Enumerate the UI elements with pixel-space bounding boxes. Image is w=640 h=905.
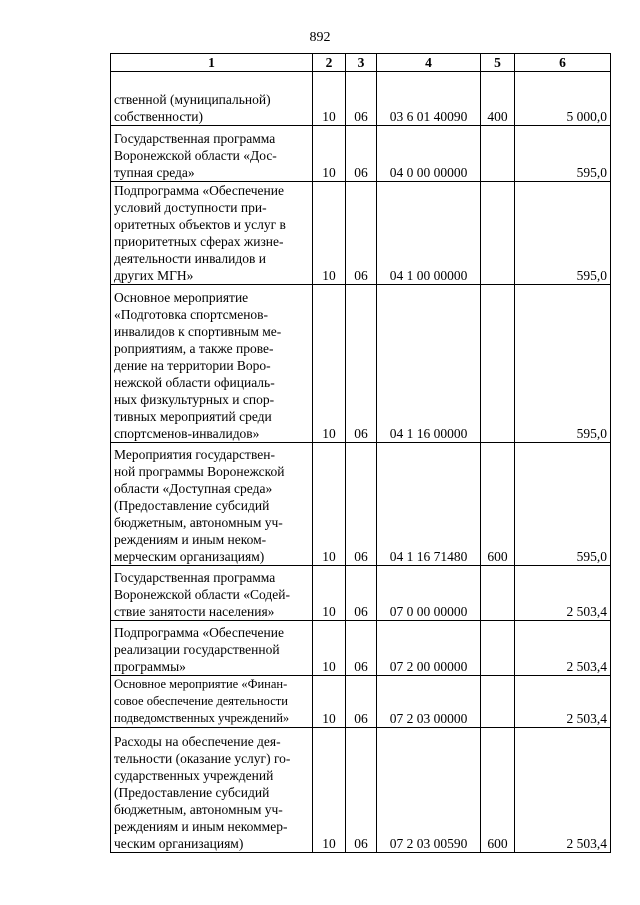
row-subsection: 06 [346,676,377,728]
row-name: Подпрограмма «Обеспечение условий доступности при- оритетных объектов и услуг в приоритетных сферах жизне- деятельности инвалидов и других МГН» [111,182,313,285]
table-row [111,443,611,566]
row-subsection: 06 [346,621,377,676]
row-section: 10 [313,566,346,621]
table-row [111,676,611,728]
row-name: Основное мероприятие «Финан- совое обеспечение деятельности подведомственных учреждений» [111,676,313,728]
row-expense-type [481,566,515,621]
header-row [111,54,611,72]
row-amount: 5 000,0 [515,72,611,126]
row-subsection: 06 [346,443,377,566]
row-target-code: 07 2 00 00000 [377,621,481,676]
row-section: 10 [313,285,346,443]
table-row [111,126,611,182]
row-expense-type [481,182,515,285]
row-name: Государственная программа Воронежской области «Дос- тупная среда» [111,126,313,182]
row-section: 10 [313,72,346,126]
row-target-code: 04 0 00 00000 [377,126,481,182]
row-target-code: 03 6 01 40090 [377,72,481,126]
row-section: 10 [313,676,346,728]
row-amount: 2 503,4 [515,566,611,621]
row-expense-type [481,126,515,182]
row-amount: 2 503,4 [515,728,611,853]
row-subsection: 06 [346,126,377,182]
header-col-4: 4 [377,54,481,72]
row-subsection: 06 [346,728,377,853]
budget-table [110,53,611,853]
row-amount: 2 503,4 [515,676,611,728]
row-target-code: 04 1 16 00000 [377,285,481,443]
row-subsection: 06 [346,72,377,126]
row-expense-type: 600 [481,728,515,853]
row-name: Мероприятия государствен- ной программы Воронежской области «Доступная среда» (Предоставление субсидий бюджетным, автономным уч- реждениям и иным неком- мерческим организациям) [111,443,313,566]
table-row [111,566,611,621]
row-expense-type [481,676,515,728]
row-section: 10 [313,182,346,285]
header-col-5: 5 [481,54,515,72]
row-amount: 595,0 [515,285,611,443]
row-section: 10 [313,728,346,853]
table-row [111,182,611,285]
row-name: ственной (муниципальной) собственности) [111,72,313,126]
row-subsection: 06 [346,285,377,443]
row-amount: 595,0 [515,443,611,566]
table-row [111,621,611,676]
row-expense-type: 600 [481,443,515,566]
table-row [111,285,611,443]
row-name: Подпрограмма «Обеспечение реализации государственной программы» [111,621,313,676]
row-section: 10 [313,443,346,566]
row-subsection: 06 [346,566,377,621]
row-target-code: 07 2 03 00590 [377,728,481,853]
row-target-code: 04 1 16 71480 [377,443,481,566]
row-amount: 595,0 [515,182,611,285]
row-subsection: 06 [346,182,377,285]
row-expense-type: 400 [481,72,515,126]
row-name: Основное мероприятие «Подготовка спортсменов- инвалидов к спортивным ме- роприятиям, а также прове- дение на территории Воро- нежской области официаль- ных физкультурных и спор- тивных мероприятий среди спортсменов-инвалидов» [111,285,313,443]
table-row [111,728,611,853]
header-col-3: 3 [346,54,377,72]
row-target-code: 04 1 00 00000 [377,182,481,285]
header-col-2: 2 [313,54,346,72]
row-expense-type [481,621,515,676]
page-number: 892 [309,30,331,45]
row-target-code: 07 2 03 00000 [377,676,481,728]
table-row [111,72,611,126]
row-expense-type [481,285,515,443]
row-name: Расходы на обеспечение дея- тельности (оказание услуг) го- сударственных учреждений (Предоставление субсидий бюджетным, автономным уч- реждениям и иным некоммер- ческим организациям) [111,728,313,853]
row-target-code: 07 0 00 00000 [377,566,481,621]
row-amount: 2 503,4 [515,621,611,676]
row-section: 10 [313,126,346,182]
row-amount: 595,0 [515,126,611,182]
header-col-6: 6 [515,54,611,72]
row-name: Государственная программа Воронежской области «Содей- ствие занятости населения» [111,566,313,621]
row-section: 10 [313,621,346,676]
header-col-1: 1 [111,54,313,72]
